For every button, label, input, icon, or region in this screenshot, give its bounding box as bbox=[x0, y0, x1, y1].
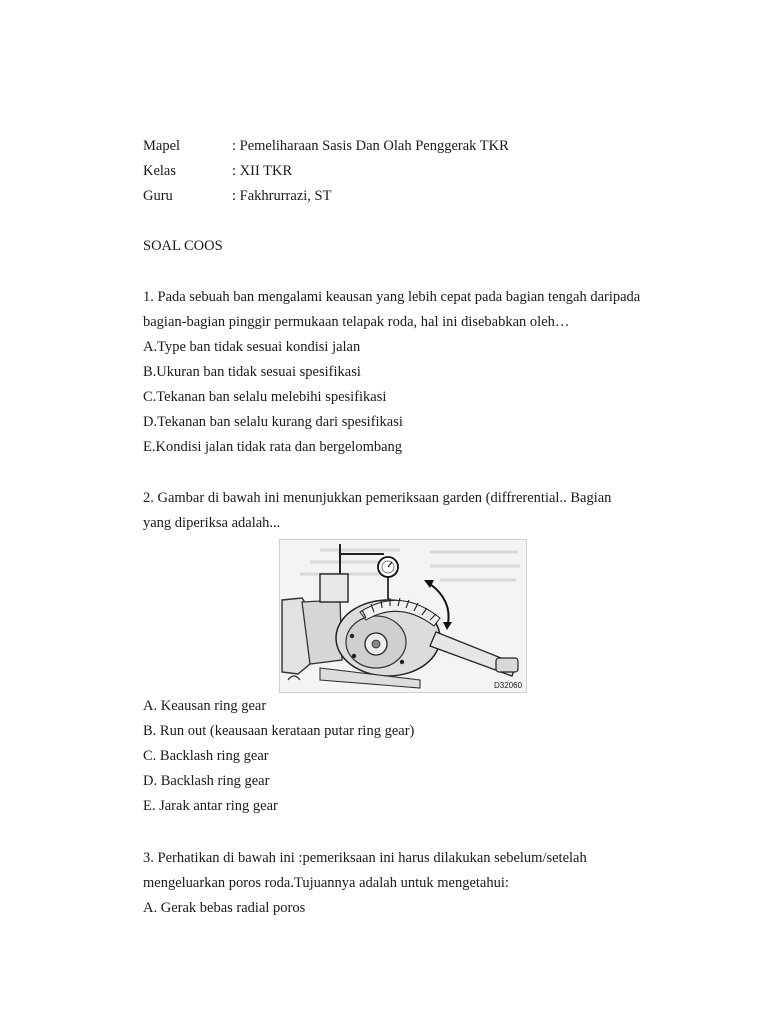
answer-option-d: D. Backlash ring gear bbox=[143, 773, 270, 789]
answer-option-a: A.Type ban tidak sesuai kondisi jalan bbox=[143, 339, 361, 355]
answer-option-a: A. Gerak bebas radial poros bbox=[143, 900, 306, 916]
header-value-kelas: : XII TKR bbox=[232, 163, 293, 179]
header-value-guru: : Fakhrurrazi, ST bbox=[232, 188, 332, 204]
question-stem-line: bagian-bagian pinggir permukaan telapak roda, hal ini disebabkan oleh… bbox=[143, 314, 570, 330]
header-label-guru: Guru bbox=[143, 188, 173, 204]
differential-inspection-figure bbox=[279, 539, 527, 693]
answer-option-c: C. Backlash ring gear bbox=[143, 748, 269, 764]
answer-option-e: E.Kondisi jalan tidak rata dan bergelombang bbox=[143, 439, 403, 455]
header-value-mapel: : Pemeliharaan Sasis Dan Olah Penggerak TKR bbox=[232, 138, 509, 154]
answer-option-d: D.Tekanan ban selalu kurang dari spesifikasi bbox=[143, 414, 403, 430]
question-stem-line: 2. Gambar di bawah ini menunjukkan pemeriksaan garden (diffrerential.. Bagian bbox=[143, 490, 612, 506]
answer-option-b: B. Run out (keausaan kerataan putar ring gear) bbox=[143, 723, 415, 739]
answer-option-a: A. Keausan ring gear bbox=[143, 698, 267, 714]
document-title: SOAL COOS bbox=[143, 238, 223, 254]
figure-code-label: D32060 bbox=[494, 681, 523, 690]
question-stem-line: 1. Pada sebuah ban mengalami keausan yang lebih cepat pada bagian tengah daripada bbox=[143, 289, 641, 305]
question-stem-line: yang diperiksa adalah... bbox=[143, 515, 281, 531]
question-stem-line: 3. Perhatikan di bawah ini :pemeriksaan ini harus dilakukan sebelum/setelah bbox=[143, 850, 587, 866]
header-label-mapel: Mapel bbox=[143, 138, 181, 154]
question-stem-line: mengeluarkan poros roda.Tujuannya adalah untuk mengetahui: bbox=[143, 875, 509, 891]
answer-option-e: E. Jarak antar ring gear bbox=[143, 798, 278, 814]
answer-option-b: B.Ukuran ban tidak sesuai spesifikasi bbox=[143, 364, 361, 380]
differential-illustration bbox=[280, 540, 526, 692]
header-label-kelas: Kelas bbox=[143, 163, 177, 179]
answer-option-c: C.Tekanan ban selalu melebihi spesifikasi bbox=[143, 389, 387, 405]
